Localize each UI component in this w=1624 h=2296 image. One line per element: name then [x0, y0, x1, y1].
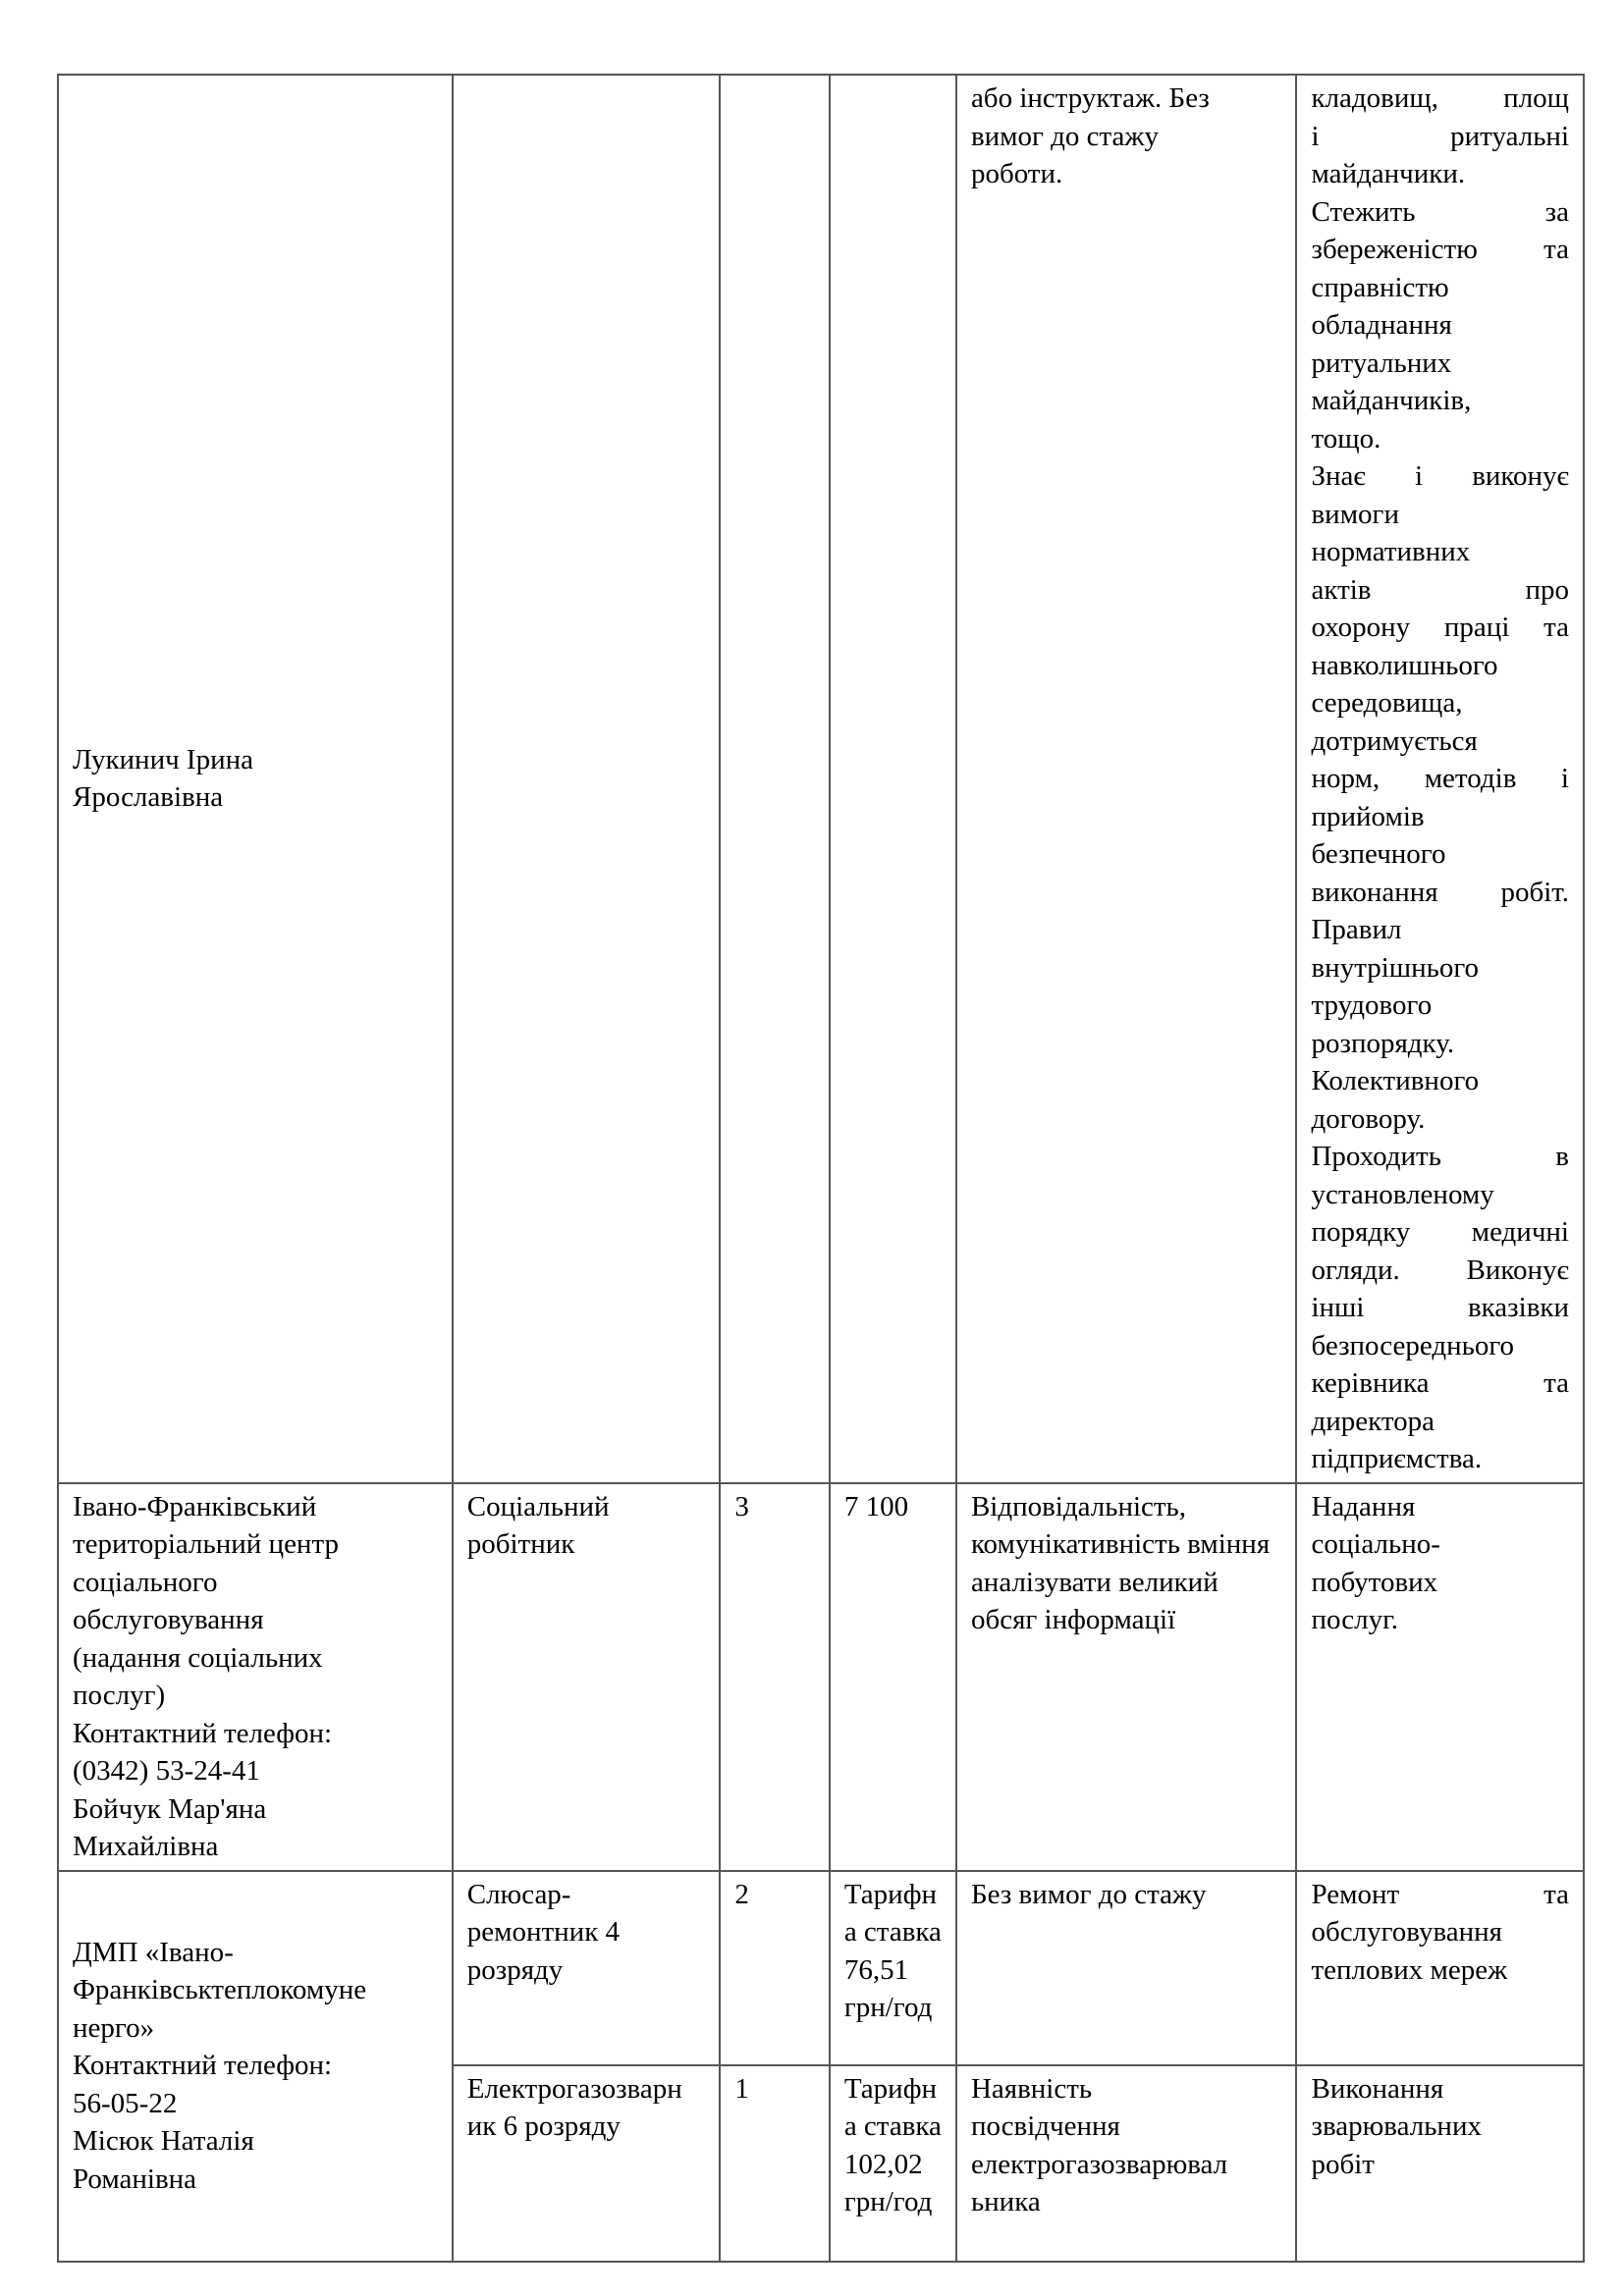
duty-line: норм, методів і: [1311, 763, 1569, 794]
duty-line: Виконання: [1311, 2072, 1444, 2105]
text-line: послуг): [73, 1680, 166, 1711]
duty-line: нормативних: [1311, 536, 1471, 567]
text-line: ик 6 розряду: [466, 2110, 621, 2142]
duty-line: теплових мереж: [1311, 1953, 1508, 1986]
duty-line: побутових: [1311, 1566, 1438, 1598]
text-line: обсяг інформації: [970, 1604, 1176, 1635]
salary-cell: [830, 1483, 956, 1871]
duty-line: договору.: [1311, 1102, 1426, 1135]
duty-line: трудового: [1311, 989, 1433, 1021]
duty-line: розпорядку.: [1311, 1027, 1455, 1059]
duty-line: безпечного: [1311, 838, 1446, 870]
text-line: вимог до стажу: [970, 120, 1159, 152]
duty-line: навколишнього: [1311, 649, 1498, 681]
text-line: територіальний центр: [73, 1528, 339, 1560]
requirements-cell: [956, 2065, 1297, 2262]
duty-line: робіт: [1311, 2148, 1375, 2180]
text-line: Михайлівна: [73, 1831, 219, 1862]
text-line: 76,51: [843, 1953, 909, 1986]
text-line: ьника: [970, 2186, 1041, 2217]
duty-line: Ремонт та: [1311, 1878, 1569, 1910]
text-line: Контактний телефон:: [73, 1717, 333, 1749]
text-line: 56-05-22: [73, 2087, 178, 2119]
duty-line: прийомів: [1311, 800, 1425, 832]
duty-line: безпосереднього: [1311, 1329, 1515, 1362]
text-line: робітник: [466, 1528, 575, 1560]
duty-line: ритуальних: [1311, 347, 1452, 379]
text-line: (надання соціальних: [73, 1641, 323, 1674]
duty-line: Правил: [1311, 914, 1402, 945]
text-line: електрогазозварювал: [970, 2148, 1228, 2180]
text-line: Романівна: [73, 2163, 197, 2195]
employer-cell: [58, 75, 453, 1483]
duty-line: Колективного: [1311, 1065, 1480, 1096]
duty-line: збереженістю та: [1311, 234, 1569, 265]
text-line: соціального: [73, 1566, 218, 1598]
vacancies-table: [57, 74, 1585, 2263]
text-line: ДМП «Івано-: [73, 1936, 234, 1968]
duty-line: інші вказівки: [1311, 1292, 1569, 1323]
duty-line: директора: [1311, 1405, 1435, 1437]
duty-line: обслуговування: [1311, 1916, 1503, 1948]
text-line: Відповідальність,: [970, 1490, 1187, 1522]
salary-cell: [830, 75, 956, 1483]
text-line: Без вимог до стажу: [970, 1878, 1207, 1910]
text-line: роботи.: [970, 158, 1063, 189]
text-line: Тарифн: [843, 2072, 938, 2105]
employer-cell: [58, 1871, 453, 2262]
duty-line: Проходить в: [1311, 1141, 1569, 1172]
duty-line: огляди. Виконує: [1311, 1254, 1569, 1286]
employer-cell: [58, 1483, 453, 1871]
text-line: Слюсар-: [466, 1878, 571, 1910]
text-line: Франківськтеплокомуне: [73, 1974, 367, 2006]
count-cell: 3: [720, 1483, 829, 1871]
duty-line: керівника та: [1311, 1367, 1569, 1399]
duty-line: Знає і виконує: [1311, 460, 1569, 492]
text-line: Івано-Франківський: [73, 1490, 317, 1522]
text-line: посвідчення: [970, 2110, 1120, 2142]
table-row: [58, 75, 1584, 1483]
duty-line: соціально-: [1311, 1528, 1440, 1560]
count-cell: 2: [720, 1871, 829, 2065]
duty-line: установленому: [1311, 1178, 1494, 1210]
text-line: Наявність: [970, 2072, 1093, 2105]
duty-line: тощо.: [1311, 422, 1381, 454]
requirements-cell: [956, 1871, 1297, 2065]
duty-line: вимоги: [1311, 498, 1399, 530]
duty-line: внутрішнього: [1311, 951, 1480, 984]
requirements-cell: [956, 1483, 1297, 1871]
duty-line: Стежить за: [1311, 195, 1569, 228]
duty-line: майданчики.: [1311, 158, 1466, 189]
salary-cell: [830, 1871, 956, 2065]
text-line: грн/год: [843, 1992, 933, 2023]
count-cell: 1: [720, 2065, 829, 2262]
text-line: аналізувати великий: [970, 1566, 1218, 1598]
duty-line: Надання: [1311, 1490, 1416, 1522]
table-row: [58, 1871, 1584, 2065]
duty-line: обладнання: [1311, 309, 1452, 341]
text-line: грн/год: [843, 2186, 933, 2217]
text-line: (0342) 53-24-41: [73, 1755, 260, 1787]
position-cell: [453, 1483, 721, 1871]
text-line: 7 100: [843, 1490, 909, 1522]
text-line: Місюк Наталія: [73, 2125, 254, 2158]
count-cell: [720, 75, 829, 1483]
text-line: Електрогазозварн: [466, 2072, 682, 2105]
text-line: Соціальний: [466, 1490, 610, 1522]
duty-line: послуг.: [1311, 1604, 1398, 1635]
text-line: а ставка: [843, 2110, 942, 2142]
duty-line: виконання робіт.: [1311, 876, 1569, 908]
text-line: комунікативність вміння: [970, 1528, 1271, 1560]
duty-line: зварювальних: [1311, 2110, 1482, 2142]
position-cell: [453, 75, 721, 1483]
duties-cell: [1296, 1483, 1584, 1871]
text-line: Контактний телефон:: [73, 2050, 333, 2082]
text-line: 102,02: [843, 2148, 923, 2180]
salary-cell: [830, 2065, 956, 2262]
table-row: [58, 1483, 1584, 1871]
text-line: а ставка: [843, 1916, 942, 1948]
text-line: ремонтник 4: [466, 1916, 621, 1948]
position-cell: [453, 2065, 721, 2262]
text-line: нерго»: [73, 2011, 155, 2044]
text-line: Лукинич Ірина: [73, 743, 253, 775]
duty-line: справністю: [1311, 271, 1449, 303]
text-line: або інструктаж. Без: [970, 82, 1210, 114]
text-line: Тарифн: [843, 1878, 938, 1910]
duties-cell: [1296, 75, 1584, 1483]
text-line: Ярославівна: [73, 781, 224, 814]
text-line: розряду: [466, 1953, 564, 1986]
duty-line: охорону праці та: [1311, 612, 1569, 643]
duty-line: актів про: [1311, 573, 1569, 606]
duties-cell: [1296, 1871, 1584, 2065]
duties-cell: [1296, 2065, 1584, 2262]
duty-line: порядку медичні: [1311, 1216, 1569, 1248]
text-line: обслуговування: [73, 1604, 264, 1635]
duty-line: середовища,: [1311, 687, 1463, 719]
text-line: Бойчук Мар'яна: [73, 1792, 267, 1825]
duty-line: підприємства.: [1311, 1443, 1483, 1474]
position-cell: [453, 1871, 721, 2065]
duty-line: майданчиків,: [1311, 385, 1472, 416]
duty-line: дотримується: [1311, 724, 1478, 757]
duty-line: і ритуальні: [1311, 120, 1569, 152]
requirements-cell: [956, 75, 1297, 1483]
duty-line: кладовищ, площ: [1311, 82, 1569, 114]
